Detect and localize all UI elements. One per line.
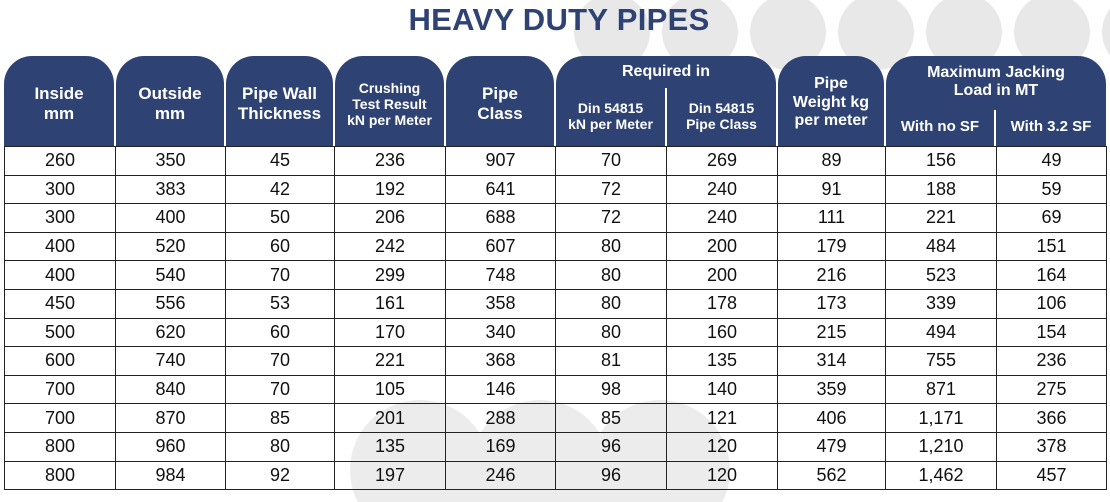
- cell-weight-kg-per-meter: 359: [778, 375, 886, 404]
- header-pipe-weight: [778, 56, 884, 146]
- cell-din-pipe-class: 120: [667, 461, 778, 490]
- cell-weight-kg-per-meter: 215: [778, 318, 886, 347]
- cell-wall-thickness: 70: [226, 261, 335, 290]
- cell-outside-mm: 840: [116, 375, 226, 404]
- cell-jacking-no-sf: 221: [886, 204, 997, 233]
- header-outside-line2: mm: [154, 104, 186, 123]
- cell-din-pipe-class: 135: [667, 347, 778, 376]
- cell-jacking-no-sf: 523: [886, 261, 997, 290]
- header-jacking-line1: Maximum Jacking: [927, 63, 1065, 81]
- pipe-data-table: [4, 146, 1107, 490]
- cell-jacking-3-2-sf: 59: [997, 175, 1107, 204]
- cell-outside-mm: 383: [116, 175, 226, 204]
- cell-pipe-class: 340: [446, 318, 556, 347]
- cell-inside-mm: 700: [5, 404, 116, 433]
- cell-din-pipe-class: 200: [667, 232, 778, 261]
- cell-din-pipe-class: 269: [667, 147, 778, 176]
- cell-jacking-3-2-sf: 236: [997, 347, 1107, 376]
- header-max-jacking-load: [886, 60, 1106, 104]
- cell-jacking-no-sf: 156: [886, 147, 997, 176]
- cell-wall-thickness: 80: [226, 432, 335, 461]
- cell-din-pipe-class: 160: [667, 318, 778, 347]
- cell-jacking-3-2-sf: 275: [997, 375, 1107, 404]
- header-din-kn-per-meter: [556, 88, 665, 144]
- table-row: [5, 404, 1107, 433]
- header-crushing-line3: kN per Meter: [347, 112, 432, 129]
- cell-weight-kg-per-meter: 216: [778, 261, 886, 290]
- header-required-in-group: [556, 56, 776, 146]
- cell-crushing-result: 192: [335, 175, 446, 204]
- header-din-kn-line2: kN per Meter: [568, 116, 653, 132]
- header-crushing-line2: Test Result: [352, 95, 427, 112]
- cell-jacking-no-sf: 339: [886, 289, 997, 318]
- cell-din-kn-per-meter: 72: [556, 204, 667, 233]
- cell-outside-mm: 740: [116, 347, 226, 376]
- cell-crushing-result: 221: [335, 347, 446, 376]
- cell-jacking-no-sf: 871: [886, 375, 997, 404]
- cell-jacking-no-sf: 1,462: [886, 461, 997, 490]
- cell-inside-mm: 400: [5, 232, 116, 261]
- header-weight-line3: per meter: [794, 112, 868, 130]
- cell-din-kn-per-meter: 80: [556, 318, 667, 347]
- header-wall-line2: Thickness: [237, 104, 322, 123]
- cell-din-pipe-class: 200: [667, 261, 778, 290]
- table-row: [5, 175, 1107, 204]
- cell-din-kn-per-meter: 72: [556, 175, 667, 204]
- cell-pipe-class: 169: [446, 432, 556, 461]
- header-weight-line2: Weight kg: [792, 93, 870, 111]
- cell-inside-mm: 500: [5, 318, 116, 347]
- cell-outside-mm: 556: [116, 289, 226, 318]
- cell-wall-thickness: 60: [226, 232, 335, 261]
- cell-inside-mm: 300: [5, 204, 116, 233]
- cell-din-pipe-class: 121: [667, 404, 778, 433]
- cell-wall-thickness: 45: [226, 147, 335, 176]
- cell-pipe-class: 146: [446, 375, 556, 404]
- cell-wall-thickness: 60: [226, 318, 335, 347]
- cell-jacking-no-sf: 755: [886, 347, 997, 376]
- cell-din-pipe-class: 120: [667, 432, 778, 461]
- table-row: [5, 147, 1107, 176]
- header-crushing-line1: Crushing: [358, 79, 421, 96]
- header-outside-line1: Outside: [138, 84, 202, 104]
- cell-jacking-3-2-sf: 154: [997, 318, 1107, 347]
- cell-pipe-class: 288: [446, 404, 556, 433]
- cell-inside-mm: 300: [5, 175, 116, 204]
- cell-jacking-3-2-sf: 366: [997, 404, 1107, 433]
- cell-pipe-class: 607: [446, 232, 556, 261]
- cell-din-pipe-class: 178: [667, 289, 778, 318]
- header-pipe-class-line1: Pipe: [482, 84, 518, 104]
- cell-jacking-3-2-sf: 457: [997, 461, 1107, 490]
- cell-weight-kg-per-meter: 89: [778, 147, 886, 176]
- cell-crushing-result: 105: [335, 375, 446, 404]
- cell-jacking-3-2-sf: 151: [997, 232, 1107, 261]
- cell-inside-mm: 400: [5, 261, 116, 290]
- cell-din-kn-per-meter: 96: [556, 432, 667, 461]
- cell-crushing-result: 197: [335, 461, 446, 490]
- cell-pipe-class: 246: [446, 461, 556, 490]
- cell-inside-mm: 700: [5, 375, 116, 404]
- cell-crushing-result: 242: [335, 232, 446, 261]
- cell-wall-thickness: 70: [226, 375, 335, 404]
- cell-weight-kg-per-meter: 314: [778, 347, 886, 376]
- cell-jacking-3-2-sf: 69: [997, 204, 1107, 233]
- cell-weight-kg-per-meter: 406: [778, 404, 886, 433]
- cell-inside-mm: 800: [5, 461, 116, 490]
- table-row: [5, 375, 1107, 404]
- cell-wall-thickness: 85: [226, 404, 335, 433]
- cell-inside-mm: 260: [5, 147, 116, 176]
- cell-din-pipe-class: 240: [667, 175, 778, 204]
- header-crushing-test-result: [335, 56, 444, 146]
- cell-pipe-class: 641: [446, 175, 556, 204]
- table-row: [5, 289, 1107, 318]
- cell-outside-mm: 960: [116, 432, 226, 461]
- cell-jacking-3-2-sf: 106: [997, 289, 1107, 318]
- header-din-pipe-class: [667, 88, 776, 144]
- cell-din-pipe-class: 240: [667, 204, 778, 233]
- cell-inside-mm: 450: [5, 289, 116, 318]
- cell-jacking-no-sf: 494: [886, 318, 997, 347]
- cell-outside-mm: 400: [116, 204, 226, 233]
- cell-crushing-result: 299: [335, 261, 446, 290]
- cell-jacking-3-2-sf: 378: [997, 432, 1107, 461]
- cell-outside-mm: 620: [116, 318, 226, 347]
- cell-din-kn-per-meter: 98: [556, 375, 667, 404]
- cell-din-kn-per-meter: 80: [556, 261, 667, 290]
- cell-din-kn-per-meter: 70: [556, 147, 667, 176]
- header-outside-mm: [116, 56, 224, 146]
- table-row: [5, 261, 1107, 290]
- cell-din-kn-per-meter: 80: [556, 289, 667, 318]
- cell-din-kn-per-meter: 80: [556, 232, 667, 261]
- header-pipe-wall-thickness: [226, 56, 333, 146]
- cell-weight-kg-per-meter: 111: [778, 204, 886, 233]
- header-wall-line1: Pipe Wall: [242, 84, 317, 104]
- cell-crushing-result: 236: [335, 147, 446, 176]
- header-required-in: Required in: [621, 62, 710, 80]
- cell-weight-kg-per-meter: 173: [778, 289, 886, 318]
- cell-wall-thickness: 70: [226, 347, 335, 376]
- cell-outside-mm: 870: [116, 404, 226, 433]
- header-din-kn-line1: Din 54815: [577, 99, 644, 116]
- table-row: [5, 232, 1107, 261]
- header-weight-line1: Pipe: [814, 75, 848, 93]
- cell-pipe-class: 368: [446, 347, 556, 376]
- header-pipe-class-line2: Class: [477, 104, 523, 123]
- cell-din-kn-per-meter: 81: [556, 347, 667, 376]
- cell-din-pipe-class: 140: [667, 375, 778, 404]
- cell-crushing-result: 206: [335, 204, 446, 233]
- cell-weight-kg-per-meter: 179: [778, 232, 886, 261]
- header-pipe-class: [446, 56, 554, 146]
- header-with-3-2-sf: With 3.2 SF: [1010, 118, 1092, 136]
- cell-inside-mm: 600: [5, 347, 116, 376]
- header-inside-line2: mm: [43, 104, 75, 123]
- cell-wall-thickness: 50: [226, 204, 335, 233]
- cell-crushing-result: 170: [335, 318, 446, 347]
- cell-outside-mm: 540: [116, 261, 226, 290]
- cell-jacking-no-sf: 484: [886, 232, 997, 261]
- cell-inside-mm: 800: [5, 432, 116, 461]
- cell-jacking-3-2-sf: 164: [997, 261, 1107, 290]
- cell-wall-thickness: 42: [226, 175, 335, 204]
- cell-pipe-class: 688: [446, 204, 556, 233]
- table-row: [5, 318, 1107, 347]
- header-inside-line1: Inside: [34, 84, 84, 104]
- header-jacking-line2: Load in MT: [953, 82, 1039, 99]
- header-max-jacking-group: [886, 56, 1106, 146]
- cell-jacking-no-sf: 1,171: [886, 404, 997, 433]
- cell-wall-thickness: 92: [226, 461, 335, 490]
- header-inside-mm: [4, 56, 114, 146]
- cell-crushing-result: 201: [335, 404, 446, 433]
- cell-pipe-class: 907: [446, 147, 556, 176]
- cell-weight-kg-per-meter: 91: [778, 175, 886, 204]
- cell-din-kn-per-meter: 96: [556, 461, 667, 490]
- header-din-class-line2: Pipe Class: [686, 116, 757, 132]
- cell-pipe-class: 748: [446, 261, 556, 290]
- cell-jacking-3-2-sf: 49: [997, 147, 1107, 176]
- table-row: [5, 347, 1107, 376]
- cell-outside-mm: 984: [116, 461, 226, 490]
- header-with-no-sf: With no SF: [900, 118, 980, 136]
- cell-wall-thickness: 53: [226, 289, 335, 318]
- cell-pipe-class: 358: [446, 289, 556, 318]
- table-row: [5, 461, 1107, 490]
- cell-din-kn-per-meter: 85: [556, 404, 667, 433]
- table-row: [5, 432, 1107, 461]
- table-row: [5, 204, 1107, 233]
- cell-jacking-no-sf: 1,210: [886, 432, 997, 461]
- cell-outside-mm: 520: [116, 232, 226, 261]
- header-din-class-line1: Din 54815: [688, 99, 755, 116]
- cell-weight-kg-per-meter: 562: [778, 461, 886, 490]
- cell-weight-kg-per-meter: 479: [778, 432, 886, 461]
- cell-crushing-result: 135: [335, 432, 446, 461]
- page-title: HEAVY DUTY PIPES: [408, 2, 710, 37]
- cell-jacking-no-sf: 188: [886, 175, 997, 204]
- cell-crushing-result: 161: [335, 289, 446, 318]
- cell-outside-mm: 350: [116, 147, 226, 176]
